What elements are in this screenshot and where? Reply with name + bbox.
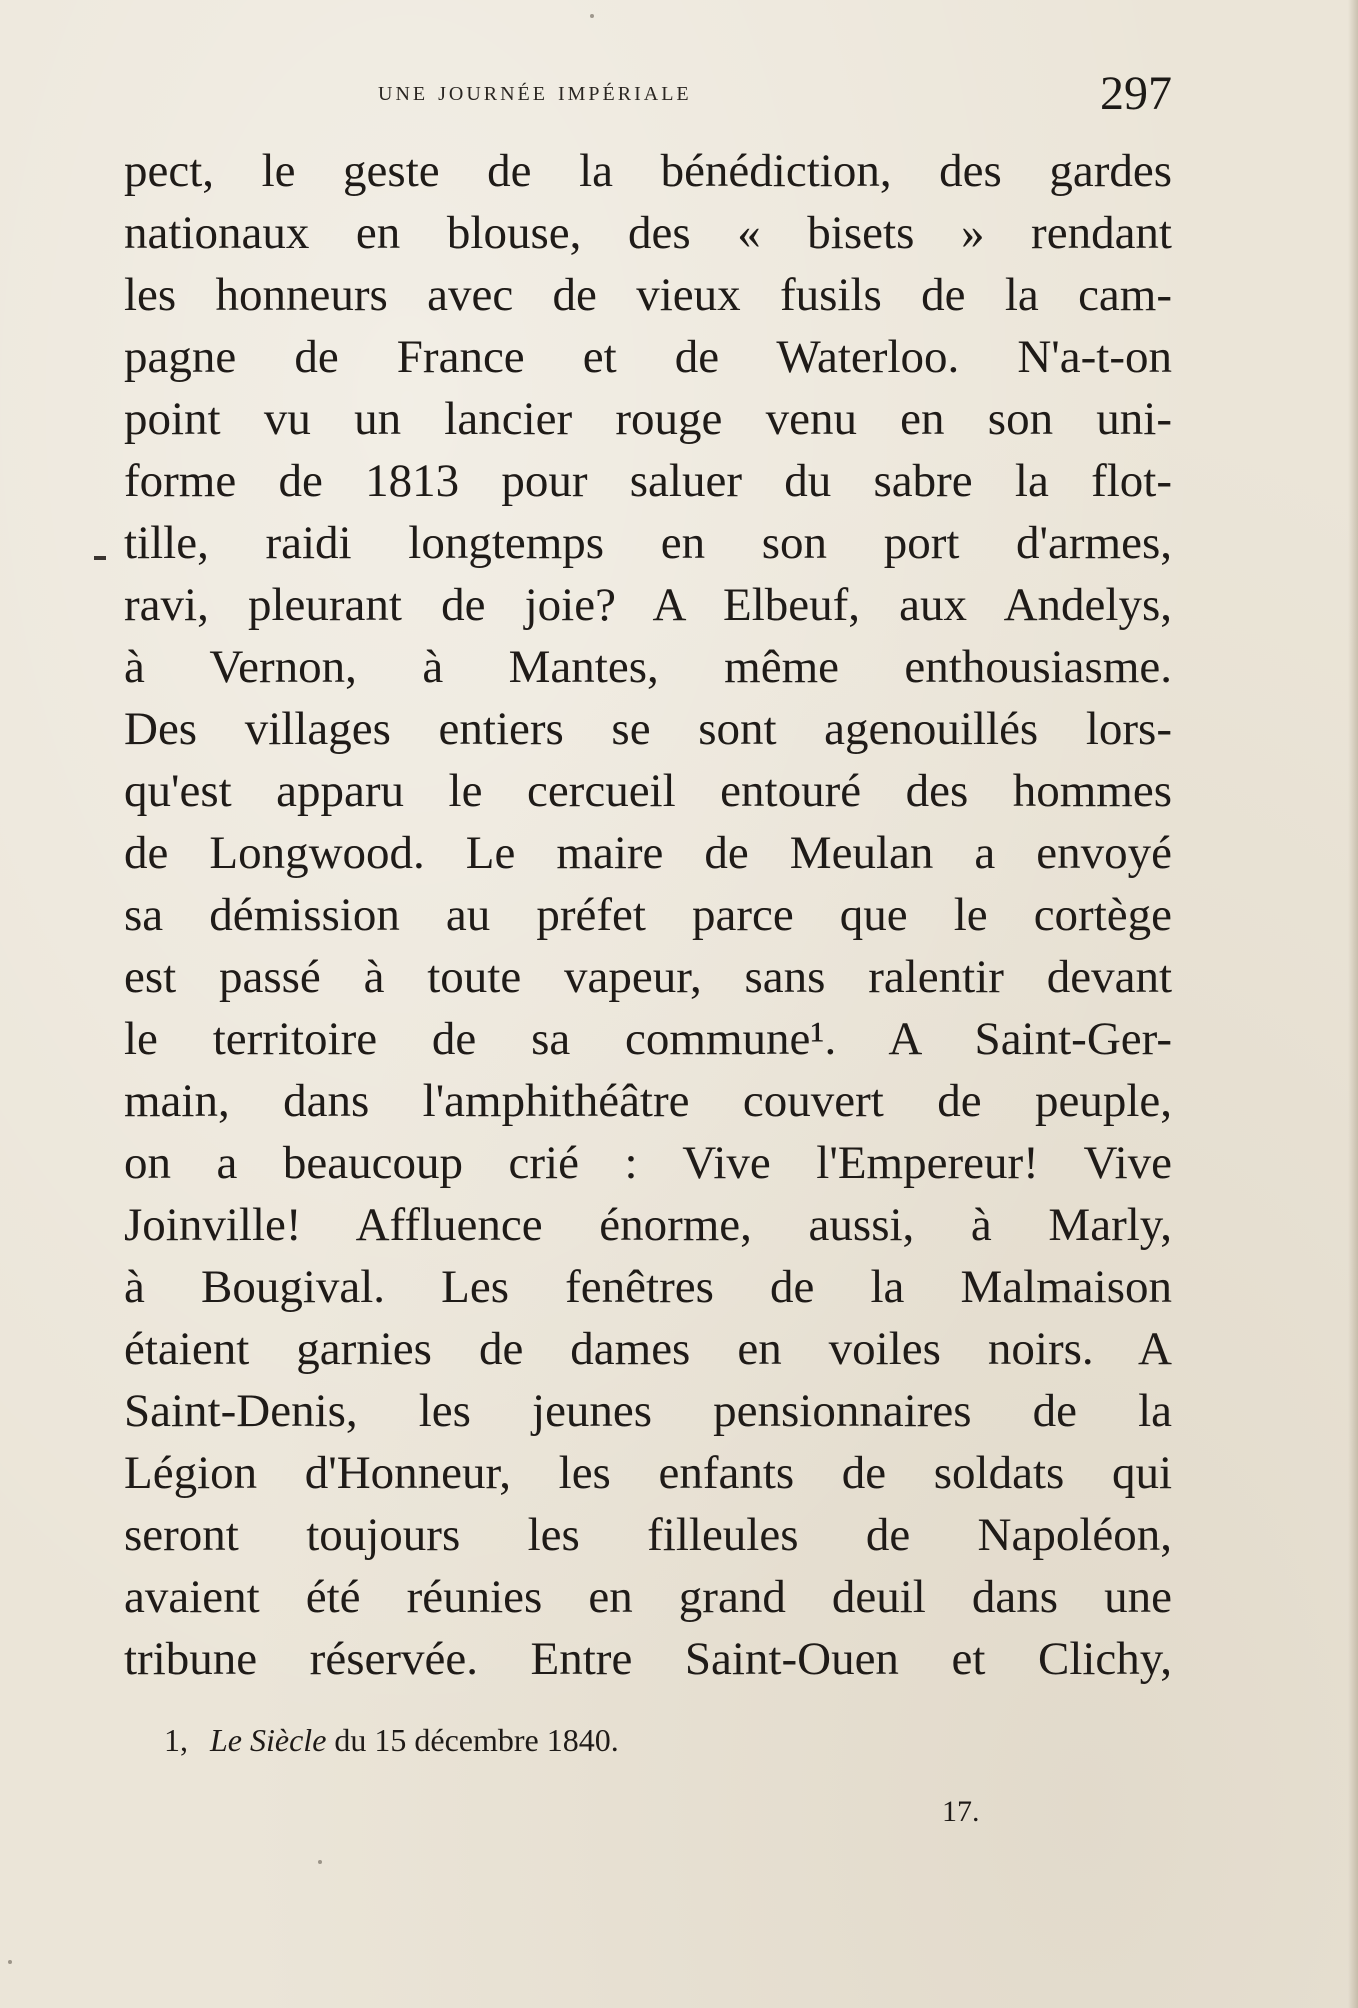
text-line: le territoire de sa commune¹. A Saint-Ger- <box>124 1013 1172 1065</box>
text-line: Légion d'Honneur, les enfants de soldats qui <box>124 1447 1172 1499</box>
margin-mark <box>94 556 106 560</box>
text-line: qu'est apparu le cercueil entouré des hommes <box>124 765 1172 817</box>
text-line: forme de 1813 pour saluer du sabre la flot- <box>124 455 1172 507</box>
footnote <box>164 1722 619 1759</box>
text-line: est passé à toute vapeur, sans ralentir devant <box>124 951 1172 1003</box>
text-line: les honneurs avec de vieux fusils de la cam- <box>124 269 1172 321</box>
text-line: main, dans l'amphithéâtre couvert de peuple, <box>124 1075 1172 1127</box>
text-line: pagne de France et de Waterloo. N'a-t-on <box>124 331 1172 383</box>
text-line: à Bougival. Les fenêtres de la Malmaison <box>124 1261 1172 1313</box>
text-line: à Vernon, à Mantes, même enthousiasme. <box>124 641 1172 693</box>
text-line: sa démission au préfet parce que le cortège <box>124 889 1172 941</box>
text-line: ravi, pleurant de joie? A Elbeuf, aux Andelys, <box>124 579 1172 631</box>
text-line: tribune réservée. Entre Saint-Ouen et Clichy, <box>124 1633 1172 1685</box>
text-line: point vu un lancier rouge venu en son uni- <box>124 393 1172 445</box>
page-number: 297 <box>1100 67 1172 120</box>
text-line: avaient été réunies en grand deuil dans une <box>124 1571 1172 1623</box>
body-text <box>124 140 1172 1690</box>
text-line: pect, le geste de la bénédiction, des gardes <box>124 145 1172 197</box>
footnote-title: Le Siècle <box>210 1722 327 1758</box>
text-line: seront toujours les filleules de Napoléon, <box>124 1509 1172 1561</box>
text-line: Des villages entiers se sont agenouillés lors- <box>124 703 1172 755</box>
text-line: on a beaucoup crié : Vive l'Empereur! Vive <box>124 1137 1172 1189</box>
paper-speck <box>318 1860 322 1864</box>
signature-mark: 17. <box>942 1795 980 1828</box>
running-head <box>0 66 1358 126</box>
text-line: nationaux en blouse, des « bisets » rendant <box>124 207 1172 259</box>
text-line: Joinville! Affluence énorme, aussi, à Marly, <box>124 1199 1172 1251</box>
footnote-text: du 15 décembre 1840. <box>334 1722 619 1758</box>
text-line: de Longwood. Le maire de Meulan a envoyé <box>124 827 1172 879</box>
paper-speck <box>590 14 594 18</box>
page-edge-shadow <box>1348 0 1358 2008</box>
footnote-number: 1, <box>164 1722 188 1758</box>
text-line: Saint-Denis, les jeunes pensionnaires de la <box>124 1385 1172 1437</box>
running-title: une journée impériale <box>378 76 692 107</box>
text-line: tille, raidi longtemps en son port d'armes, <box>124 517 1172 569</box>
paper-speck <box>8 1960 12 1964</box>
text-line: étaient garnies de dames en voiles noirs. A <box>124 1323 1172 1375</box>
